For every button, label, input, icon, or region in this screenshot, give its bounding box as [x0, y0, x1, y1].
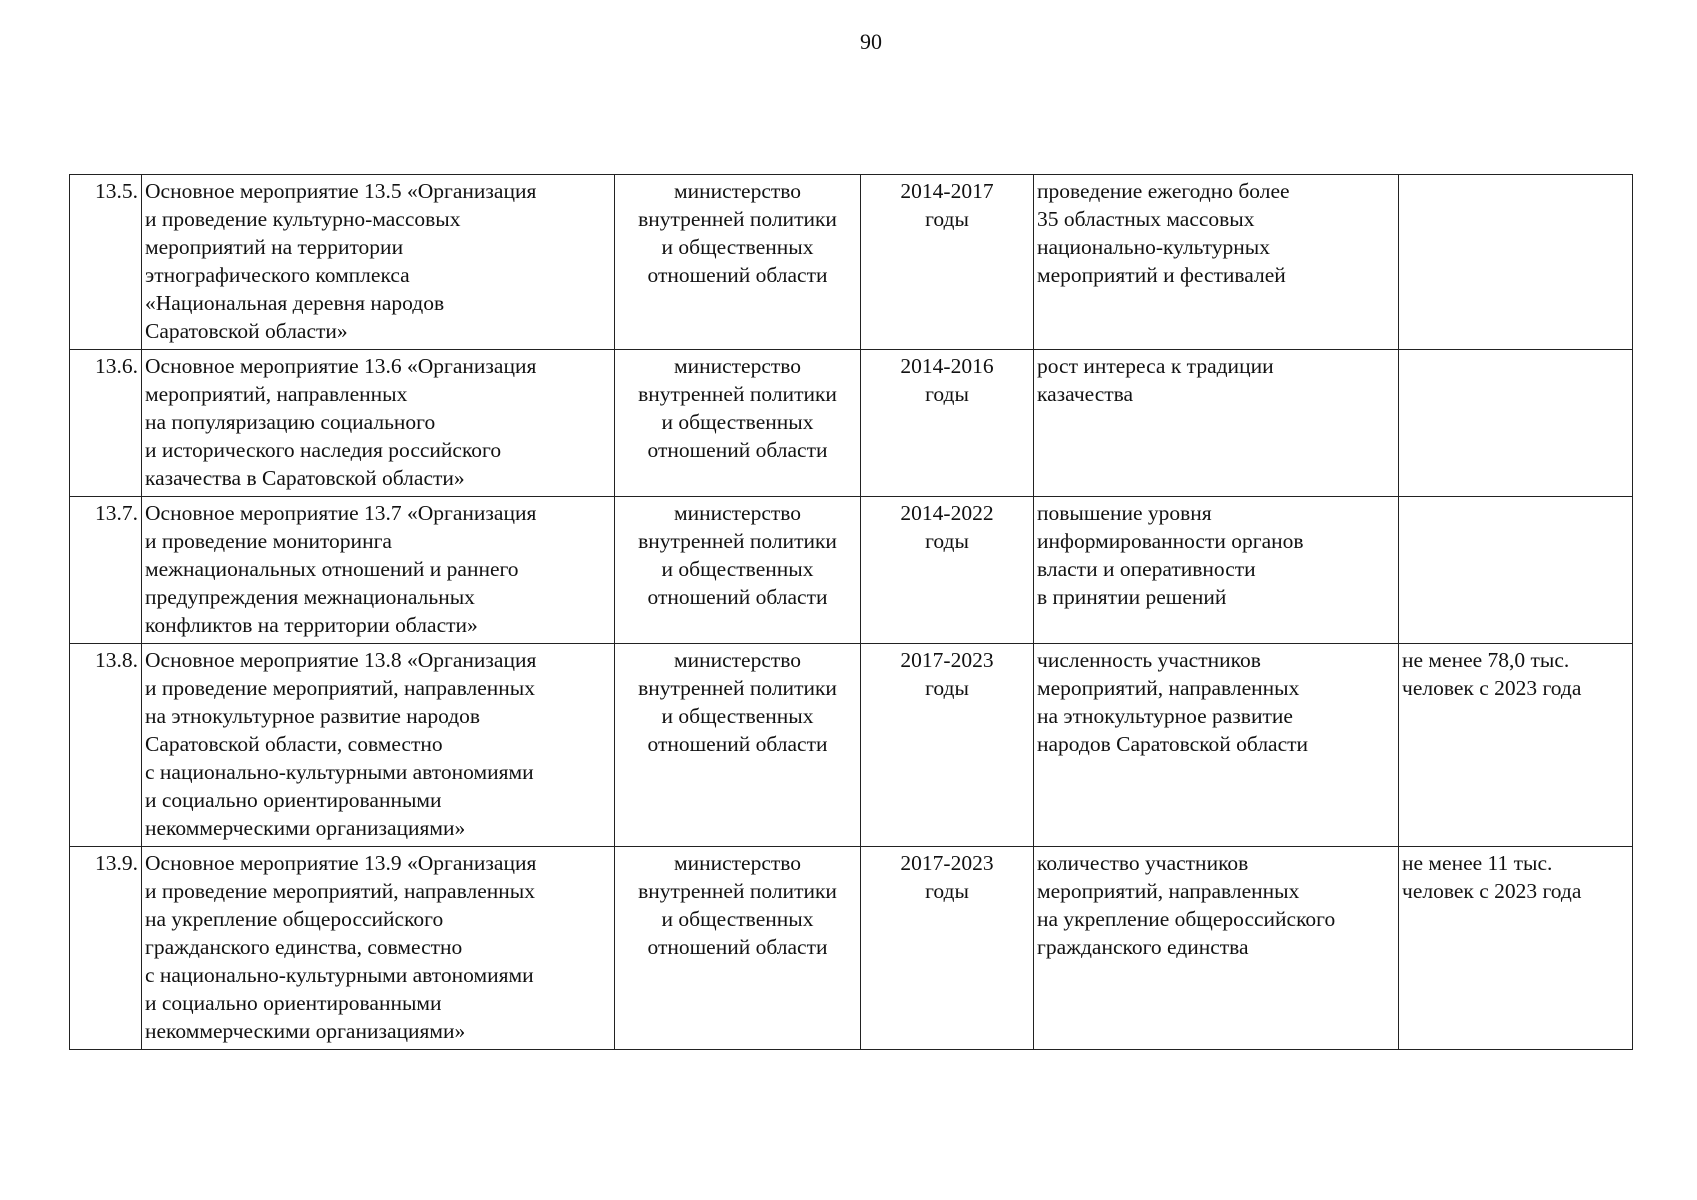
expected-result: количество участников мероприятий, направленных на укрепление общероссийского гражданского единства	[1034, 847, 1399, 1050]
measure-name: Основное мероприятие 13.7 «Организация и проведение мониторинга межнациональных отношений и раннего предупреждения межнациональных конфликтов на территории области»	[142, 497, 615, 644]
target-value: не менее 11 тыс. человек с 2023 года	[1399, 847, 1633, 1050]
table-row	[70, 644, 1633, 847]
period: 2014-2022 годы	[861, 497, 1034, 644]
expected-result: рост интереса к традиции казачества	[1034, 350, 1399, 497]
row-number: 13.5.	[70, 175, 142, 350]
executor: министерство внутренней политики и общественных отношений области	[615, 497, 861, 644]
expected-result: повышение уровня информированности органов власти и оперативности в принятии решений	[1034, 497, 1399, 644]
table-row	[70, 175, 1633, 350]
executor: министерство внутренней политики и общественных отношений области	[615, 350, 861, 497]
period: 2014-2016 годы	[861, 350, 1034, 497]
target-value	[1399, 350, 1633, 497]
measure-name: Основное мероприятие 13.9 «Организация и проведение мероприятий, направленных на укрепление общероссийского гражданского единства, совместно с национально-культурными автономиями и социально ориентированными некоммерческими организациями»	[142, 847, 615, 1050]
measure-name: Основное мероприятие 13.5 «Организация и проведение культурно-массовых мероприятий на территории этнографического комплекса «Национальная деревня народов Саратовской области»	[142, 175, 615, 350]
period: 2014-2017 годы	[861, 175, 1034, 350]
target-value	[1399, 175, 1633, 350]
table-row	[70, 497, 1633, 644]
row-number: 13.6.	[70, 350, 142, 497]
row-number: 13.8.	[70, 644, 142, 847]
page-number: 90	[860, 29, 882, 54]
measure-name: Основное мероприятие 13.6 «Организация мероприятий, направленных на популяризацию социального и исторического наследия российского казачества в Саратовской области»	[142, 350, 615, 497]
target-value: не менее 78,0 тыс. человек с 2023 года	[1399, 644, 1633, 847]
period: 2017-2023 годы	[861, 847, 1034, 1050]
period: 2017-2023 годы	[861, 644, 1034, 847]
row-number: 13.9.	[70, 847, 142, 1050]
measure-name: Основное мероприятие 13.8 «Организация и проведение мероприятий, направленных на этнокультурное развитие народов Саратовской области, совместно с национально-культурными автономиями и социально ориентированными некоммерческими организациями»	[142, 644, 615, 847]
table-row	[70, 350, 1633, 497]
executor: министерство внутренней политики и общественных отношений области	[615, 644, 861, 847]
expected-result: проведение ежегодно более 35 областных массовых национально-культурных мероприятий и фестивалей	[1034, 175, 1399, 350]
measures-table	[69, 174, 1633, 1050]
executor: министерство внутренней политики и общественных отношений области	[615, 847, 861, 1050]
expected-result: численность участников мероприятий, направленных на этнокультурное развитие народов Саратовской области	[1034, 644, 1399, 847]
table-row	[70, 847, 1633, 1050]
target-value	[1399, 497, 1633, 644]
row-number: 13.7.	[70, 497, 142, 644]
executor: министерство внутренней политики и общественных отношений области	[615, 175, 861, 350]
